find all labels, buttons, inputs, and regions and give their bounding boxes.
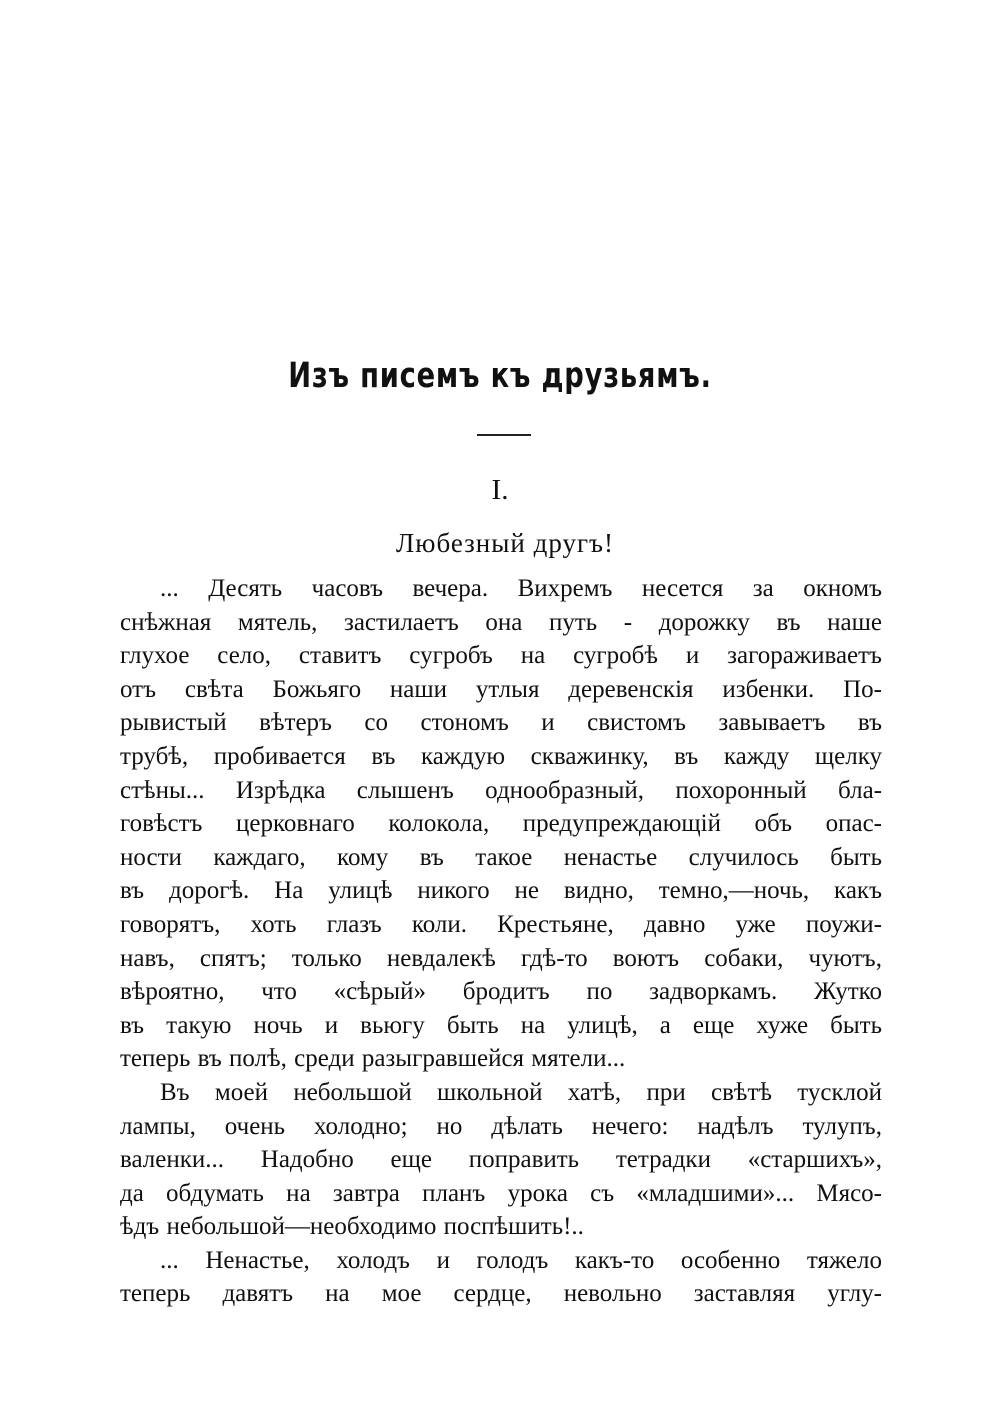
text-line: глухое село, ставитъ сугробъ на сугробѣ и загораживаетъ [120, 642, 882, 670]
title-divider [477, 434, 531, 436]
text-line: да обдумать на завтра планъ урока съ «младшими»... Мясо- [120, 1179, 882, 1207]
text-line: говорятъ, хоть глазъ коли. Крестьяне, давно уже поужи- [120, 910, 882, 938]
text-line: ... Ненастье, холодъ и голодъ какъ-то особенно тяжело [160, 1246, 882, 1274]
chapter-title: Изъ писемъ къ друзьямъ. [288, 356, 712, 396]
text-line: трубѣ, пробивается въ каждую скважинку, въ кажду щелку [120, 742, 882, 770]
text-line: теперь въ полѣ, среди разыгравшейся мятели... [120, 1045, 626, 1073]
text-line: ности каждаго, кому въ такое ненастье случилось быть [120, 843, 882, 871]
letter-salutation: Любезный другъ! [395, 528, 615, 558]
text-line: лампы, очень холодно; но дѣлать нечего: надѣлъ тулупъ, [120, 1112, 882, 1140]
letter-body [120, 572, 882, 1311]
text-line: рывистый вѣтеръ со стономъ и свистомъ завываетъ въ [120, 709, 882, 737]
text-line: снѣжная мятель, застилаетъ она путь - дорожку въ наше [120, 608, 882, 636]
text-line: вѣроятно, что «сѣрый» бродитъ по задворкамъ. Жутко [120, 978, 882, 1006]
text-line: ѣдъ небольшой—необходимо поспѣшить!.. [120, 1213, 584, 1241]
text-line: ... Десять часовъ вечера. Вихремъ несется за окномъ [160, 575, 882, 602]
text-line: въ дорогѣ. На улицѣ никого не видно, темно,—ночь, какъ [120, 877, 882, 905]
text-line: говѣстъ церковнаго колокола, предупреждающій объ опас- [120, 810, 882, 838]
text-line: валенки... Надобно еще поправить тетрадки «старшихъ», [120, 1146, 882, 1174]
section-number: I. [491, 474, 509, 506]
text-line: навъ, спятъ; только невдалекѣ гдѣ-то воютъ собаки, чуютъ, [120, 944, 882, 972]
text-line: въ такую ночь и вьюгу быть на улицѣ, а еще хуже быть [120, 1011, 882, 1039]
text-line: отъ свѣта Божьяго наши утлыя деревенскія избенки. По- [120, 675, 882, 703]
text-line: теперь давятъ на мое сердце, невольно заставляя углу- [120, 1280, 882, 1308]
text-line: стѣны... Изрѣдка слышенъ однообразный, похоронный бла- [120, 776, 882, 804]
text-line: Въ моей небольшой школьной хатѣ, при свѣтѣ тусклой [160, 1078, 882, 1106]
